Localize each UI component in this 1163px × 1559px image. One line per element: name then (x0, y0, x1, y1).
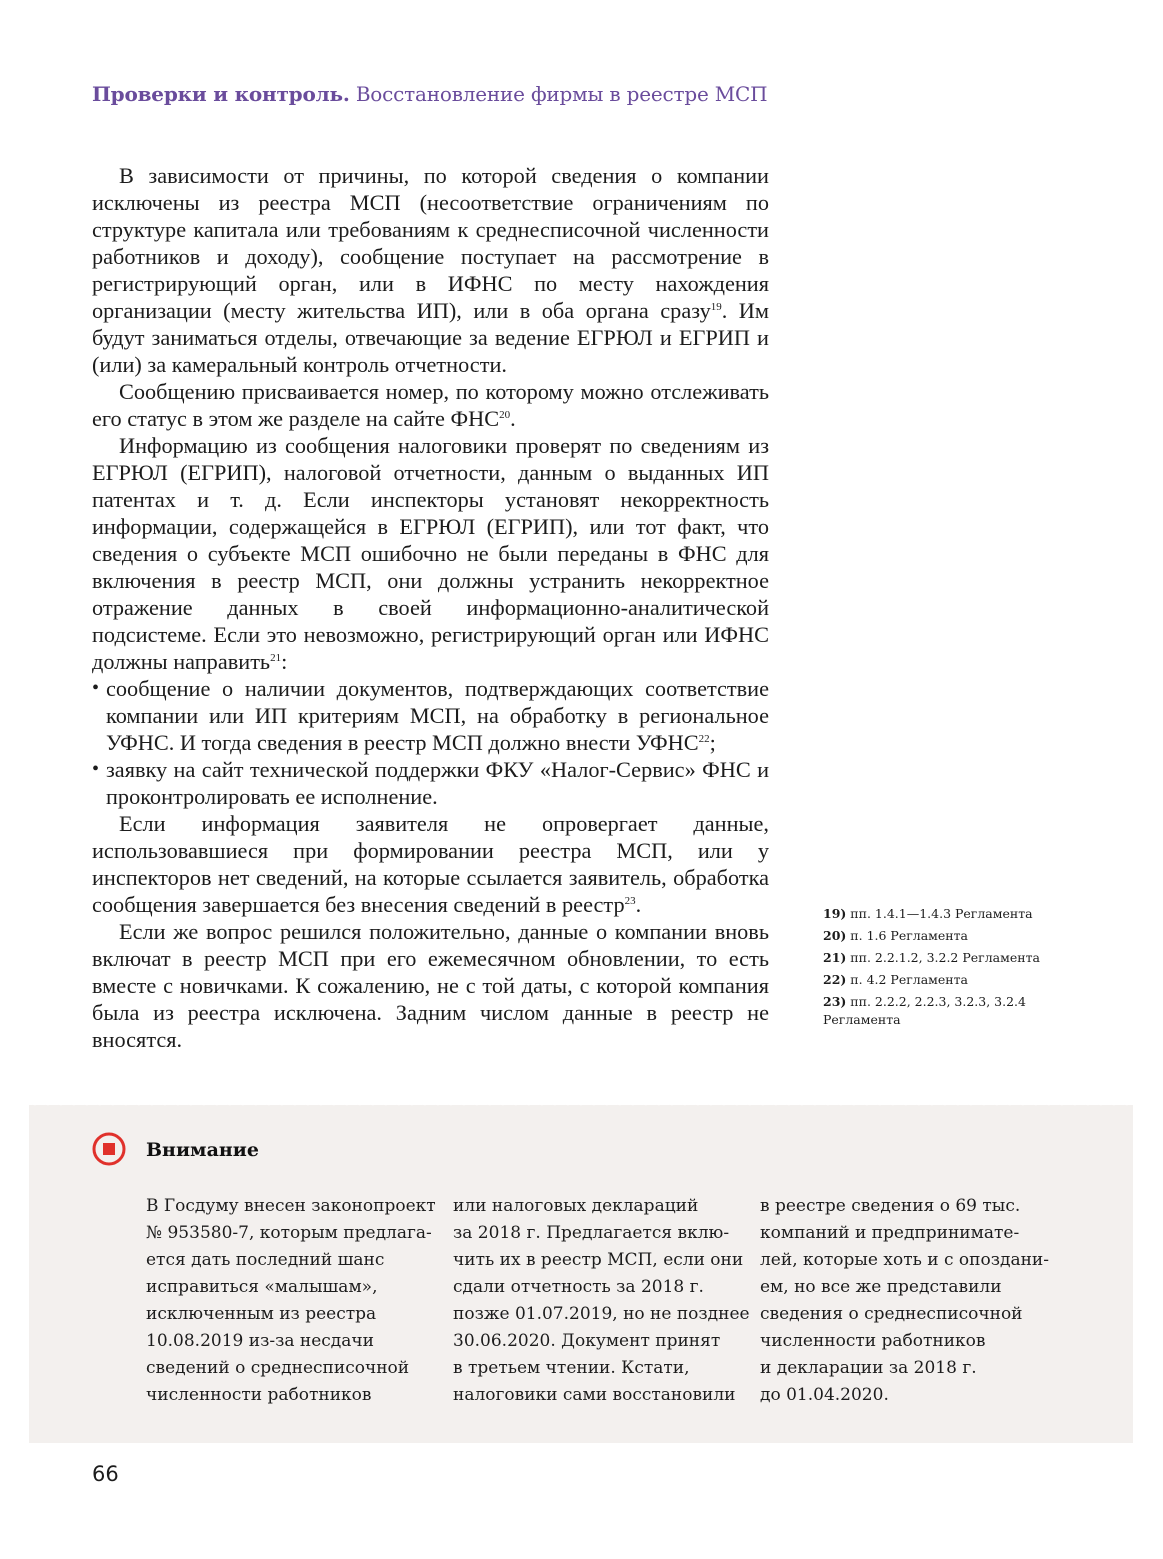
footnote-ref[interactable]: 20 (499, 409, 511, 421)
footnote-ref[interactable]: 23 (624, 895, 636, 907)
callout-column: В Госдуму внесен законопроект № 953580-7, которым предлага- ется дать последний шанс исправиться «малышам», исключенным из реестра 10.08.2019 из-за несдачи сведений о среднесписочной численности работников (146, 1196, 436, 1405)
callout-title: Внимание (146, 1139, 259, 1161)
header-subsection: Восстановление фирмы в реестре МСП (355, 82, 768, 106)
page-number: 66 (92, 1462, 119, 1486)
stop-icon (92, 1132, 126, 1166)
footnote: 23) пп. 2.2.2, 2.2.3, 3.2.3, 3.2.4 Регламента (823, 994, 1026, 1027)
footnote-ref[interactable]: 22 (698, 733, 710, 745)
paragraph: Информацию из сообщения налоговики проверят по сведениям из ЕГРЮЛ (ЕГРИП), налоговой отчетности, данным о выданных ИП патентах и т. д. Если инспекторы установят некорректность информации, содержащейся в ЕГРЮЛ (ЕГРИП), или тот факт, что сведения о субъекте МСП ошибочно не были переданы в ФНС для включения в реестр МСП, они должны устранить некорректное отражение данных в своей информационно-аналитической подсистеме. Если это невозможно, регистрирующий орган или ИФНС должны направить$^{21}$: (92, 433, 769, 674)
header-section: Проверки и контроль. (92, 82, 350, 106)
scalloped-edge (29, 1101, 1133, 1109)
paragraph: В зависимости от причины, по которой сведения о компании исключены из реестра МСП (несоответствие ограничениям по структуре капитала или требованиям к среднесписочной численности работников и доходу), сообщение поступает на рассмотрение в регистрирующий орган, или в ИФНС по месту нахождения организации (месту жительства ИП), или в оба органа сразу$^{19}$. Им будут заниматься отделы, отвечающие за ведение ЕГРЮЛ и ЕГРИП и (или) за камеральный контроль отчетности. (92, 163, 769, 377)
running-header (92, 82, 767, 106)
callout-column: или налоговых деклараций за 2018 г. Предлагается вклю- чить их в реестр МСП, если они сдали отчетность за 2018 г. позже 01.07.2019, но не позднее 30.06.2020. Документ принят в третьем чтении. Кстати, налоговики сами восстановили (453, 1196, 750, 1405)
footnote-ref[interactable]: 19 (710, 301, 722, 313)
footnotes (823, 905, 1053, 1033)
footnote: 22) п. 4.2 Регламента (823, 972, 968, 987)
footnote: 21) пп. 2.2.1.2, 3.2.2 Регламента (823, 950, 1040, 965)
attention-callout (29, 1105, 1133, 1443)
list-item: • сообщение о наличии документов, подтверждающих соответствие компании или ИП критериям МСП, на обработку в региональное УФНС. И тогда сведения в реестр МСП должно внести УФНС$^{22}$; (92, 675, 769, 756)
footnote-ref[interactable]: 21 (270, 652, 282, 664)
paragraph: Если информация заявителя не опровергает данные, использовавшиеся при формировании реестра МСП, или у инспекторов нет сведений, на которые ссылается заявитель, обработка сообщения завершается без внесения сведений в реестр$^{23}$. (92, 811, 769, 917)
main-text (92, 162, 769, 1053)
paragraph: Если же вопрос решился положительно, данные о компании вновь включат в реестр МСП при его ежемесячном обновлении, то есть вместе с новичками. К сожалению, не с той даты, с которой компания была из реестра исключена. Задним числом данные в реестр не вносятся. (92, 919, 769, 1052)
footnote: 19) пп. 1.4.1—1.4.3 Регламента (823, 906, 1033, 921)
bullet-list (92, 675, 769, 810)
paragraph: Сообщению присваивается номер, по которому можно отслеживать его статус в этом же разделе на сайте ФНС$^{20}$. (92, 379, 769, 431)
footnote: 20) п. 1.6 Регламента (823, 928, 968, 943)
list-item: • заявку на сайт технической поддержки ФКУ «Налог-Сервис» ФНС и проконтролировать ее исполнение. (92, 756, 769, 810)
callout-column: в реестре сведения о 69 тыс. компаний и предпринимате- лей, которые хоть и с опоздани- ем, но все же представили сведения о среднесписочной численности работников и декларации за 2018 г. до 01.04.2020. (760, 1196, 1049, 1405)
